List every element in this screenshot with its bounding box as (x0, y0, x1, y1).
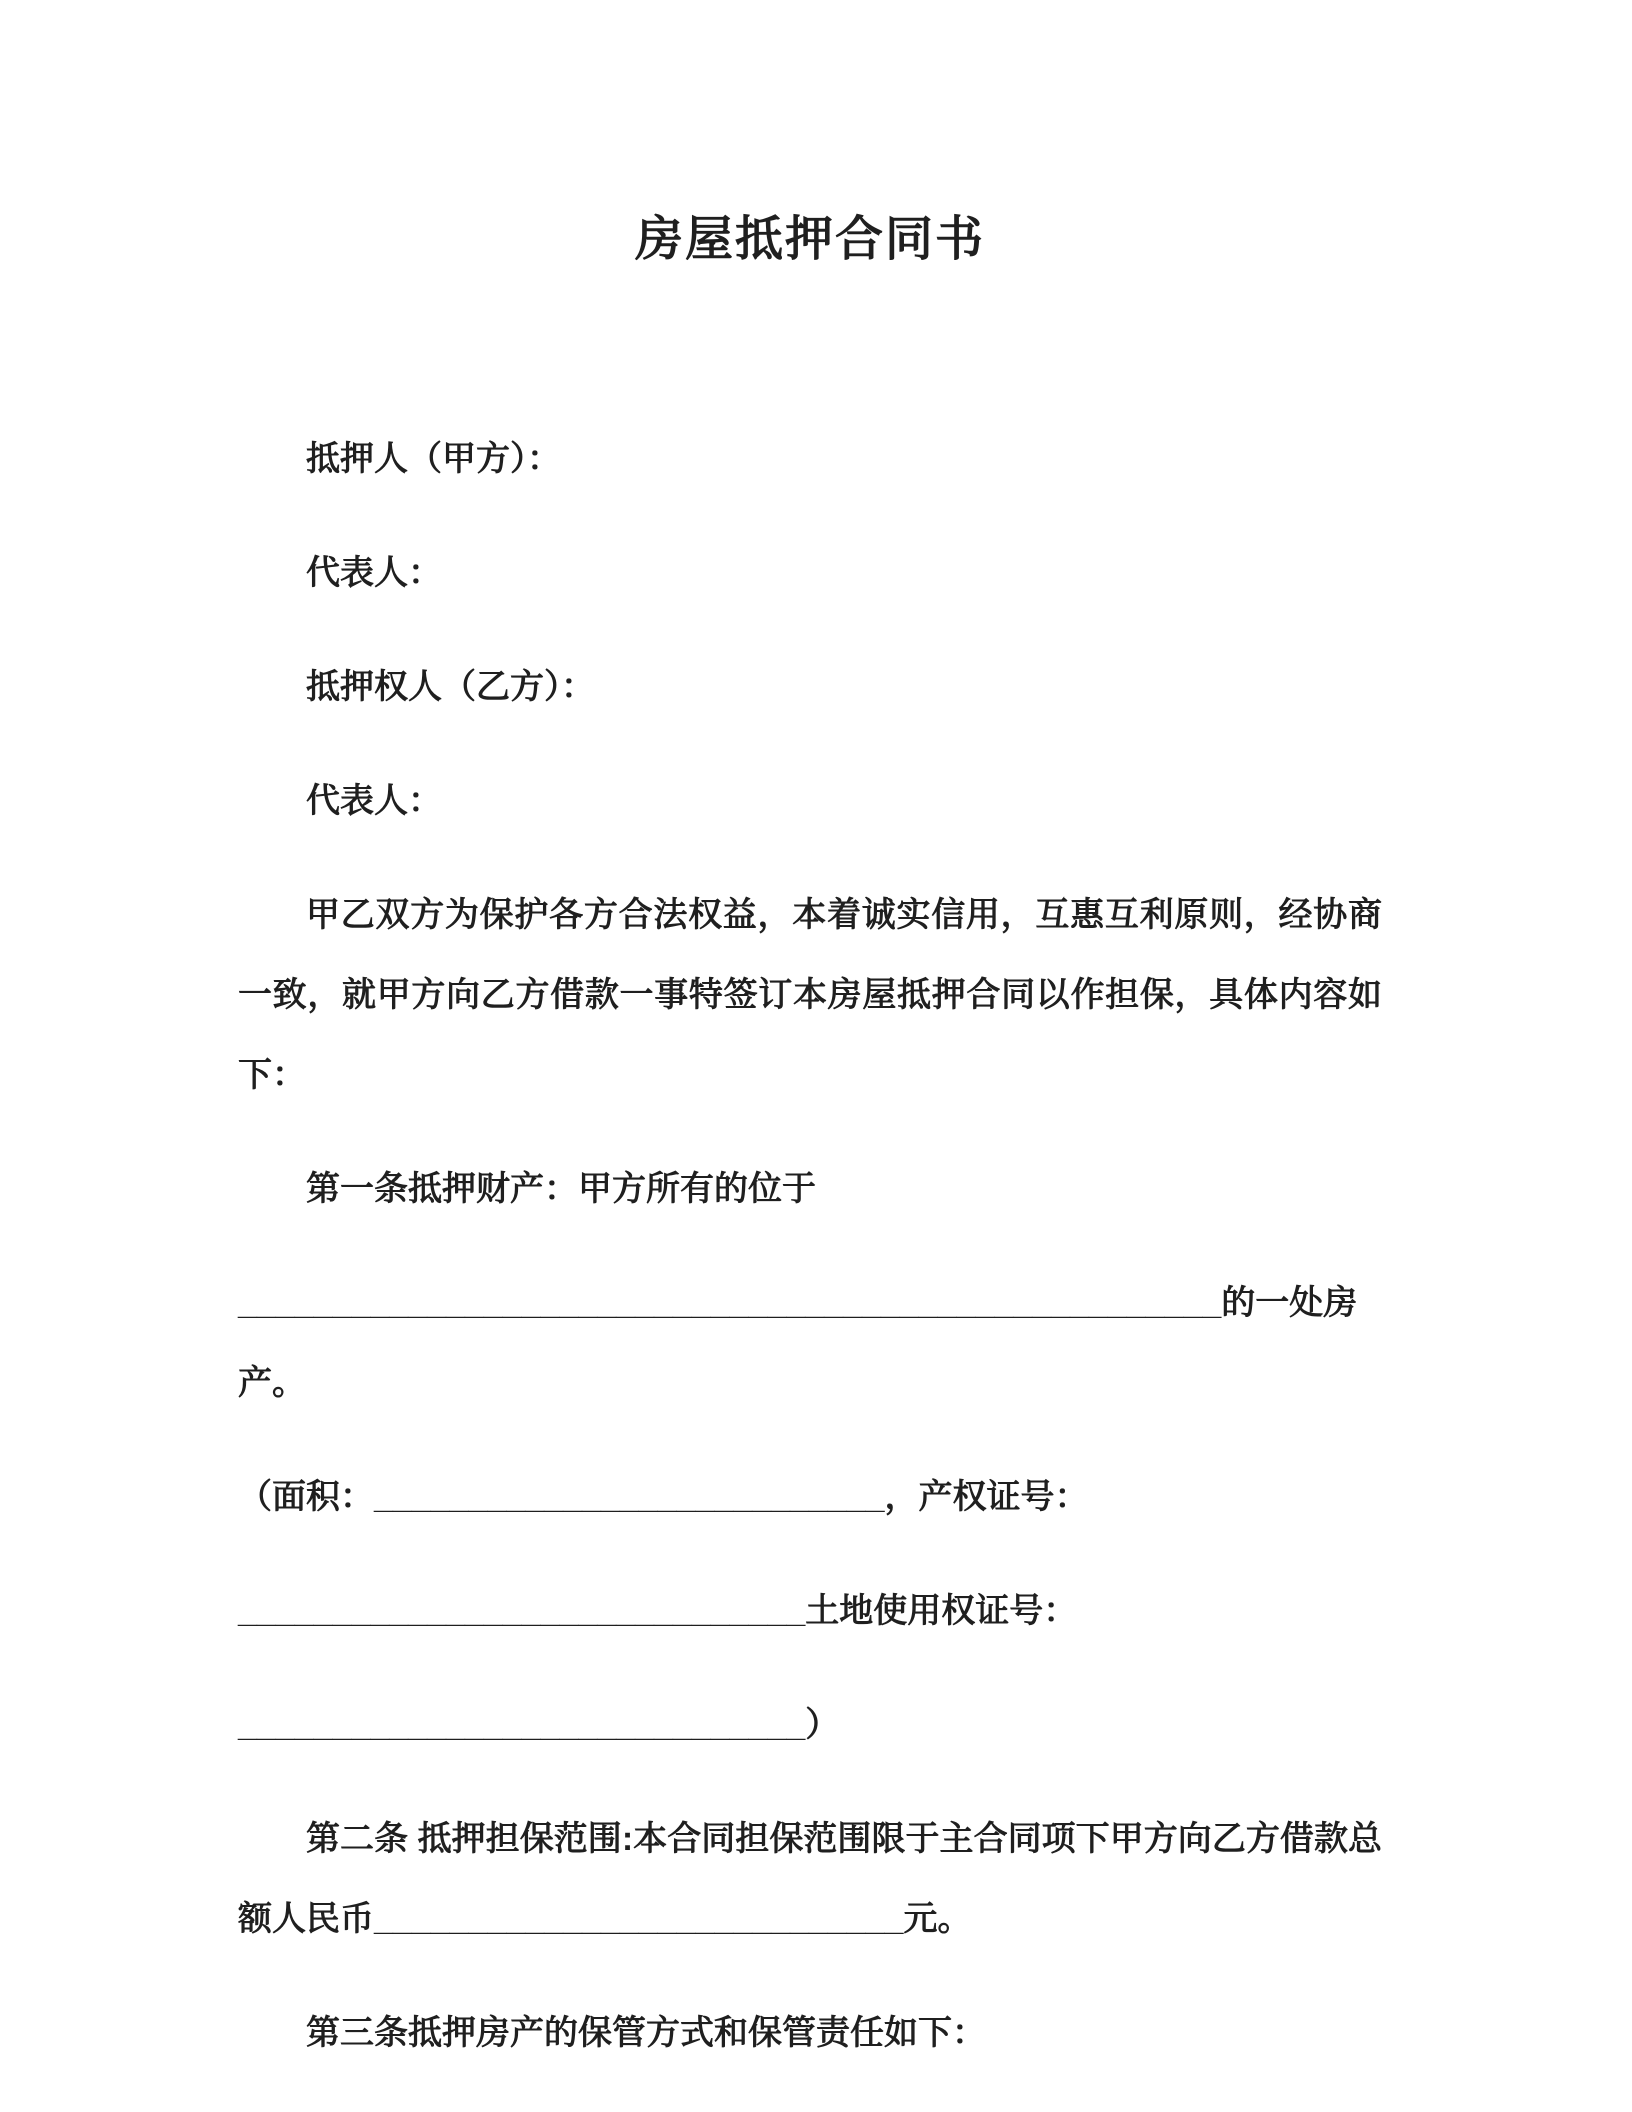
paragraph-article-1-area: （面积：___________________________，产权证号： (238, 1478, 1089, 1516)
paragraph-representative-1: 代表人： (306, 554, 442, 592)
paragraph-mortgagee: 抵押权人（乙方）： (306, 668, 595, 706)
paragraph-article-2: 第二条 抵押担保范围:本合同担保范围限于主合同项下甲方向乙方借款总额人民币____________________________元。 (238, 1820, 1382, 1938)
paragraph-article-1-land-cert: ______________________________土地使用权证号： (238, 1592, 1078, 1630)
paragraph-mortgagor: 抵押人（甲方）： (306, 440, 561, 478)
paragraph-representative-2: 代表人： (306, 782, 442, 820)
paragraph-article-1-blank-location: ____________________________________________________的一处房产。 (238, 1284, 1358, 1402)
contract-title: 房屋抵押合同书 (634, 213, 985, 266)
paragraph-article-1: 第一条抵押财产：甲方所有的位于 (306, 1170, 816, 1208)
paragraph-article-3: 第三条抵押房产的保管方式和保管责任如下： (306, 2014, 986, 2052)
paragraph-preamble: 甲乙双方为保护各方合法权益，本着诚实信用，互惠互利原则，经协商一致，就甲方向乙方借款一事特签订本房屋抵押合同以作担保，具体内容如下： (238, 896, 1382, 1094)
paragraph-article-1-close: ______________________________） (238, 1706, 840, 1744)
